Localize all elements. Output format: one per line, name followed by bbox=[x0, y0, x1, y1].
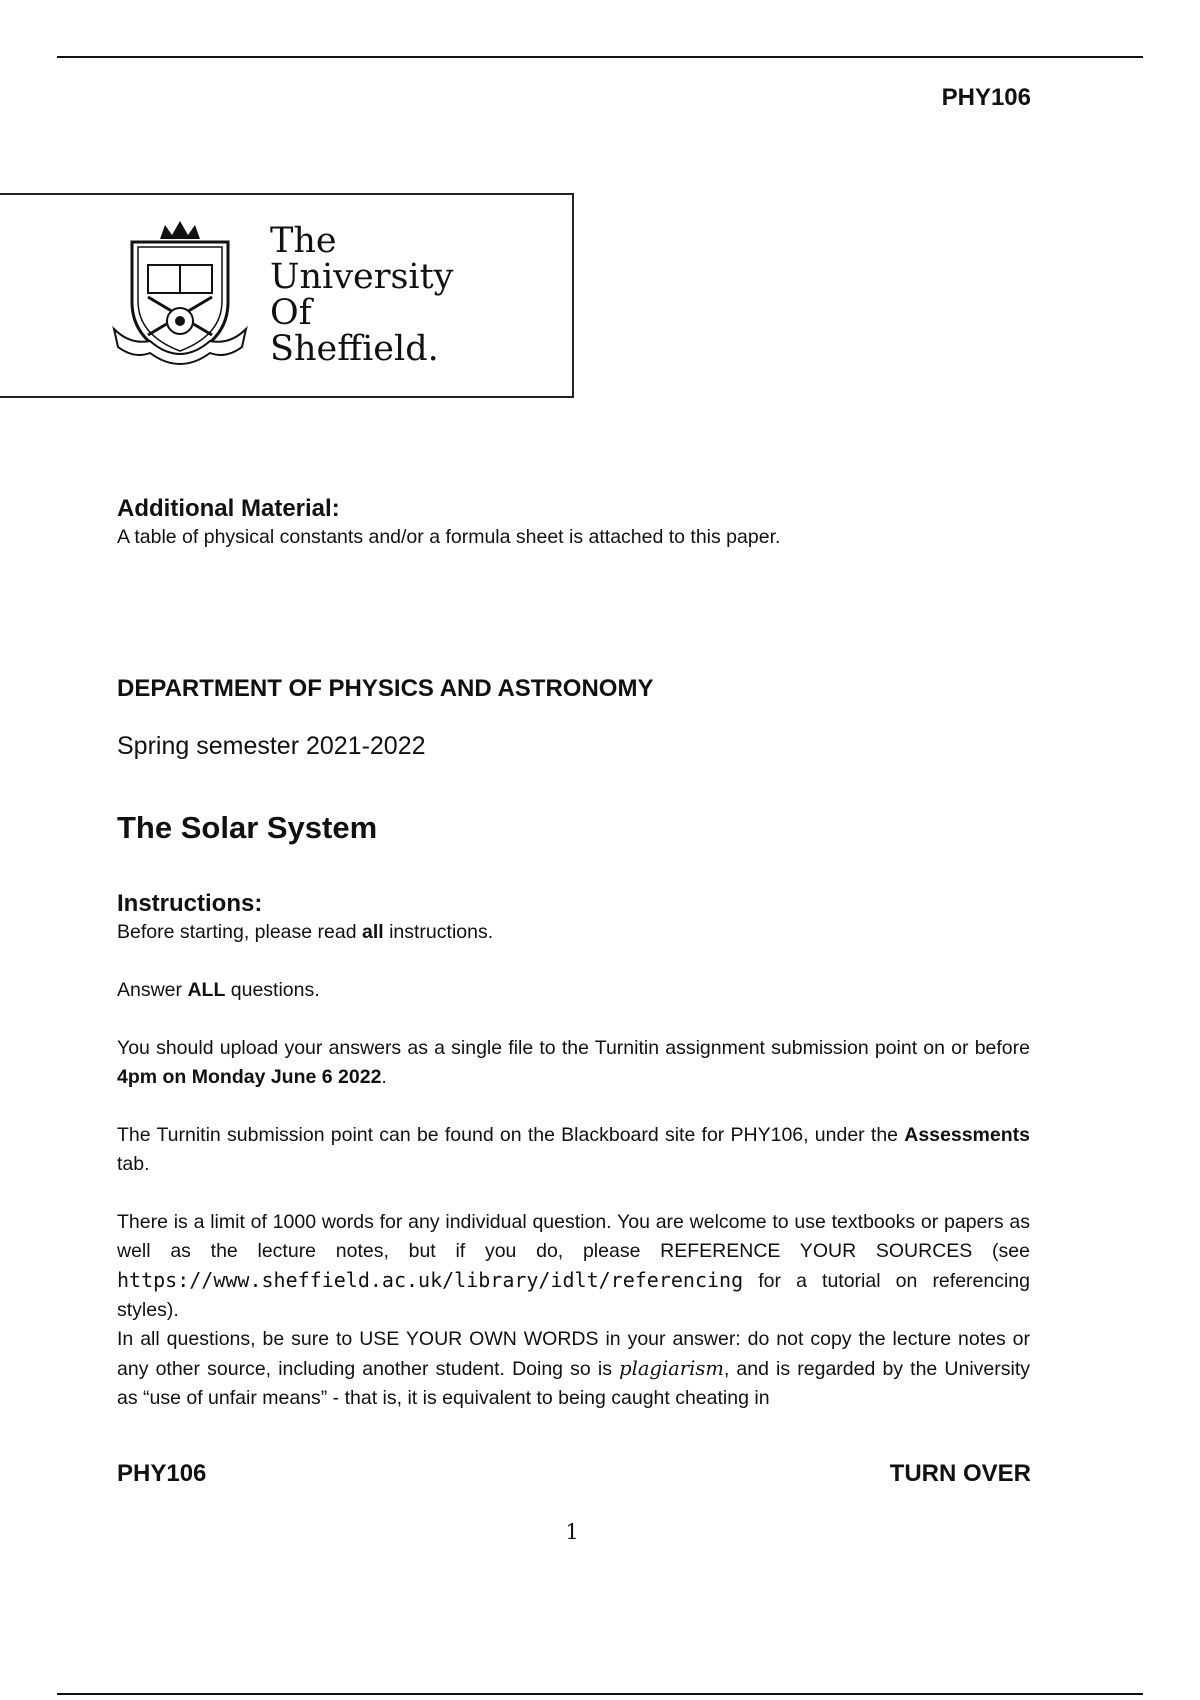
instruction-text: instructions. bbox=[383, 921, 494, 943]
instruction-text: In all questions, be sure to USE YOUR OWN WORDS in your answer: do not copy the lecture notes or any other source, including another student. Doing so is bbox=[117, 1328, 1030, 1380]
additional-material-text: A table of physical constants and/or a formula sheet is attached to this paper. bbox=[117, 526, 781, 548]
university-name-line: University bbox=[270, 257, 454, 297]
university-crest-icon bbox=[110, 217, 250, 367]
instruction-text: , and is regarded by the University as “use of unfair means” - that is, it is equivalent to being caught cheating in bbox=[117, 1358, 1030, 1409]
additional-material-section bbox=[117, 495, 1030, 552]
instruction-text: for a tutorial on referencing styles). bbox=[117, 1270, 1030, 1321]
university-name bbox=[270, 223, 453, 367]
top-rule bbox=[57, 56, 1143, 58]
department-name: DEPARTMENT OF PHYSICS AND ASTRONOMY bbox=[117, 675, 654, 702]
instruction-emphasis: ALL bbox=[187, 979, 226, 1001]
bottom-rule bbox=[57, 1693, 1143, 1695]
instruction-paragraph bbox=[117, 1034, 1030, 1092]
instruction-paragraph bbox=[117, 918, 1030, 947]
plagiarism-emphasis: plagiarism bbox=[619, 1357, 724, 1380]
instruction-text: Before starting, please read bbox=[117, 921, 362, 943]
footer-course-code: PHY106 bbox=[117, 1460, 207, 1487]
semester-label: Spring semester 2021-2022 bbox=[117, 732, 426, 760]
instruction-text: There is a limit of 1000 words for any individual question. You are welcome to use textbooks or papers as well as the lecture notes, but if you do, please REFERENCE YOUR SOURCES (see bbox=[117, 1211, 1030, 1262]
deadline-emphasis: 4pm on Monday June 6 2022 bbox=[117, 1066, 382, 1088]
instruction-text: Answer bbox=[117, 979, 188, 1001]
university-name-line: The bbox=[270, 221, 337, 261]
instruction-text: questions. bbox=[225, 979, 320, 1001]
additional-material-heading: Additional Material: bbox=[117, 495, 340, 522]
turn-over-label: TURN OVER bbox=[889, 1460, 1031, 1487]
page-number: 1 bbox=[565, 1520, 579, 1544]
instructions-heading: Instructions: bbox=[117, 890, 263, 917]
instruction-paragraph bbox=[117, 1121, 1030, 1179]
instruction-text: . bbox=[381, 1066, 387, 1088]
instruction-paragraph bbox=[117, 1208, 1030, 1325]
instruction-paragraph bbox=[117, 976, 1030, 1005]
instructions-section bbox=[117, 890, 1030, 1413]
instruction-text: The Turnitin submission point can be found on the Blackboard site for PHY106, under the bbox=[117, 1124, 905, 1146]
exam-title: The Solar System bbox=[117, 810, 378, 845]
instruction-emphasis: all bbox=[361, 921, 384, 943]
instruction-paragraph bbox=[117, 1325, 1030, 1413]
university-name-line: Of bbox=[270, 293, 312, 333]
referencing-url: https://www.sheffield.ac.uk/library/idlt/referencing bbox=[117, 1268, 744, 1292]
university-logo-box bbox=[0, 193, 574, 398]
university-name-line: Sheffield. bbox=[270, 329, 439, 369]
course-code-header: PHY106 bbox=[941, 84, 1031, 111]
assessments-emphasis: Assessments bbox=[904, 1124, 1030, 1146]
instruction-text: You should upload your answers as a single file to the Turnitin assignment submission point on or before bbox=[117, 1037, 1030, 1059]
instruction-text: tab. bbox=[117, 1153, 150, 1175]
